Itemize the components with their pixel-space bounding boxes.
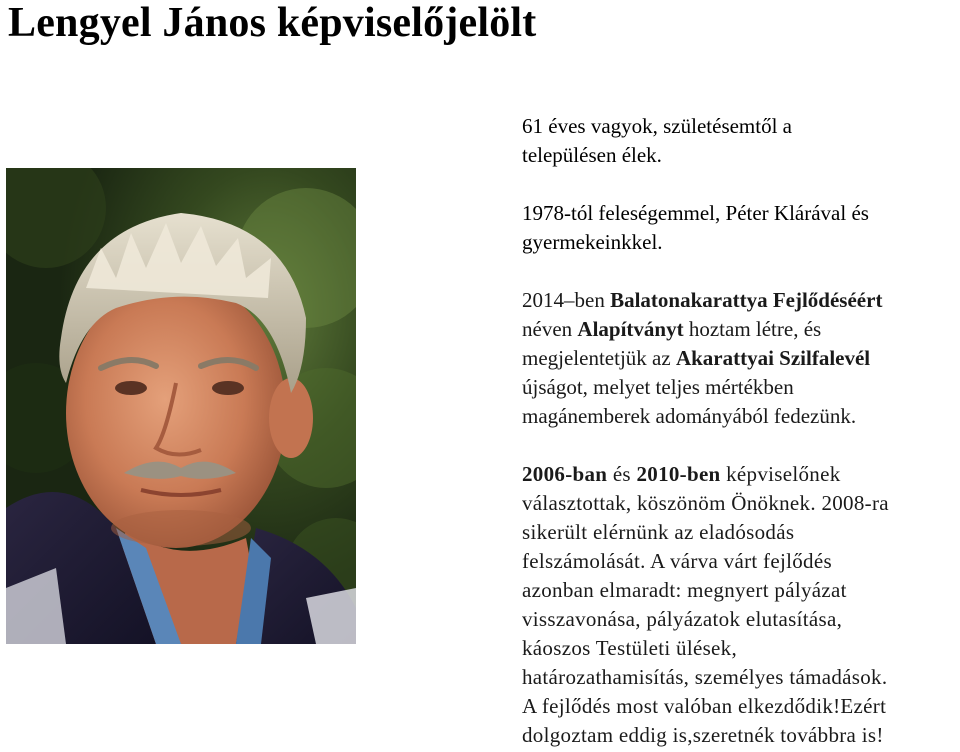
bio-text: képviselőnek	[720, 462, 841, 486]
bio-line: azonban elmaradt: megnyert pályázat	[522, 578, 847, 602]
bio-line: visszavonása, pályázatok elutasítása,	[522, 607, 843, 631]
newspaper-name: Akarattyai Szilfalevél	[675, 346, 871, 370]
bio-line: sikerült elérnünk az eladósodás	[522, 520, 795, 544]
bio-line: A fejlődés most valóban elkezdődik!Ezért	[522, 694, 887, 718]
bio-text: néven	[522, 317, 578, 341]
bio-line: újságot, melyet teljes mértékben	[522, 375, 794, 399]
bio-text: hoztam létre, és	[683, 317, 822, 341]
bio-line: dolgoztam eddig is,szeretnék továbbra is!	[522, 723, 884, 747]
candidate-portrait	[6, 168, 356, 644]
year-2010: 2010-ben	[636, 462, 721, 486]
bio-text: és	[607, 462, 637, 486]
bio-paragraph-council	[522, 460, 960, 750]
bio-line: gyermekeinkkel.	[522, 230, 663, 254]
bio-line: magánemberek adományából fedezünk.	[522, 404, 857, 428]
bio-line: 61 éves vagyok, születésemtől a	[522, 114, 793, 138]
bio-line: káoszos Testületi ülések,	[522, 636, 738, 660]
page-title: Lengyel János képviselőjelölt	[8, 0, 537, 46]
bio-paragraph-family	[522, 199, 960, 257]
foundation-goal: Balatonakarattya Fejlődéséért	[610, 288, 883, 312]
bio-line: 1978-tól feleségemmel, Péter Klárával és	[522, 201, 869, 225]
portrait-image	[6, 168, 356, 644]
bio-paragraph-age	[522, 112, 960, 170]
bio-line: településen élek.	[522, 143, 662, 167]
biography-text	[522, 112, 960, 750]
bio-paragraph-foundation	[522, 286, 960, 431]
bio-text: megjelentetjük az	[522, 346, 676, 370]
year-2006: 2006-ban	[522, 462, 608, 486]
bio-line: felszámolását. A várva várt fejlődés	[522, 549, 832, 573]
bio-line: határozathamisítás, személyes támadások.	[522, 665, 888, 689]
bio-text: 2014–ben	[522, 288, 611, 312]
bio-line: választottak, köszönöm Önöknek. 2008-ra	[522, 491, 889, 515]
foundation-name: Alapítványt	[577, 317, 684, 341]
